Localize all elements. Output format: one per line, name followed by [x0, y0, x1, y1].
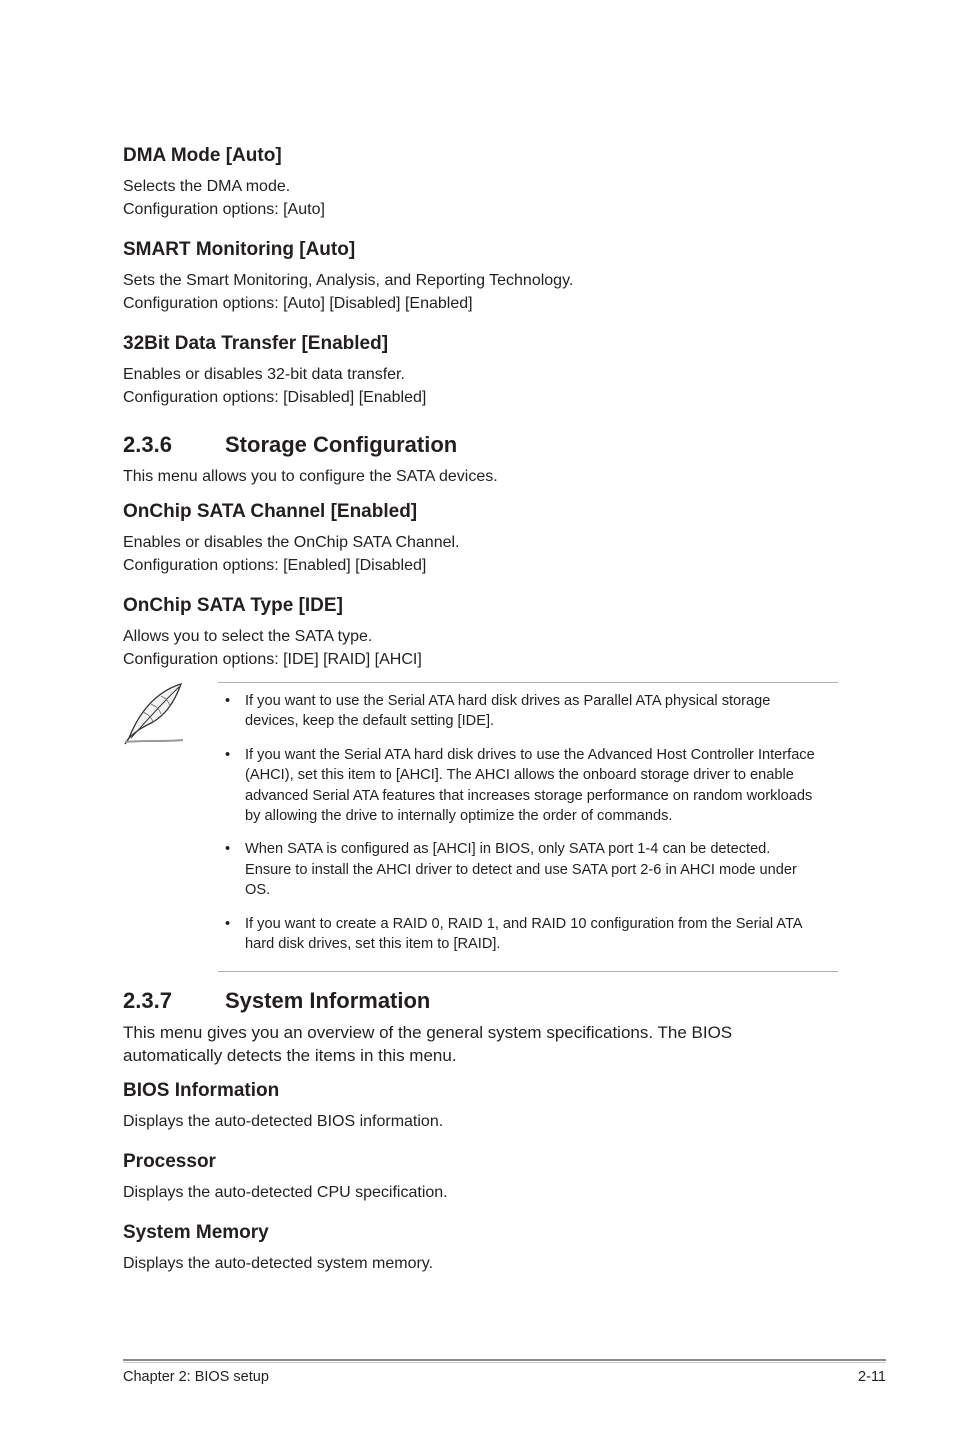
note-bullet-item: • If you want to create a RAID 0, RAID 1, and RAID 10 configuration from the Serial ATA hard disk drives, set this item to [RAID].: [225, 915, 803, 953]
item-title: 32Bit Data Transfer [Enabled]: [123, 333, 389, 354]
item-title: DMA Mode [Auto]: [123, 145, 282, 166]
item-desc-line: Displays the auto-detected system memory.: [123, 1255, 434, 1273]
item-desc-line: Configuration options: [IDE] [RAID] [AHCI]: [123, 651, 422, 668]
item-onchip-sata-type: [123, 594, 843, 671]
quill-pen-icon: [123, 682, 185, 746]
item-title: System Memory: [123, 1222, 269, 1244]
note-bullet-item: • When SATA is configured as [AHCI] in BIOS, only SATA port 1-4 can be detected. Ensure to install the AHCI driver to detect and use SATA port 2-6 in AHCI mode under OS.: [225, 841, 797, 899]
item-desc-line: Displays the auto-detected CPU specification.: [123, 1184, 448, 1202]
item-title: OnChip SATA Type [IDE]: [123, 595, 343, 616]
item-desc-line: Sets the Smart Monitoring, Analysis, and Reporting Technology.: [123, 272, 574, 289]
item-desc-line: Configuration options: [Disabled] [Enabled]: [123, 389, 427, 406]
section-intro: This menu allows you to configure the SATA devices.: [123, 468, 498, 485]
item-onchip-sata-channel: [123, 500, 843, 577]
note-bullet-item: • If you want to use the Serial ATA hard disk drives as Parallel ATA physical storage devices, keep the default setting [IDE].: [225, 693, 771, 730]
item-desc-line: Enables or disables the OnChip SATA Channel.: [123, 534, 460, 551]
item-title: BIOS Information: [123, 1080, 280, 1102]
item-title: OnChip SATA Channel [Enabled]: [123, 501, 418, 522]
item-32bit-transfer: [123, 332, 843, 409]
item-title: Processor: [123, 1151, 216, 1173]
footer-divider-thin: [123, 1362, 886, 1363]
section-number: 2.3.7: [123, 988, 172, 1014]
item-dma-mode: [123, 144, 843, 221]
section-title: System Information: [225, 988, 431, 1014]
item-title: SMART Monitoring [Auto]: [123, 239, 356, 260]
item-smart-monitoring: [123, 238, 843, 315]
item-desc-line: Configuration options: [Enabled] [Disabled]: [123, 557, 427, 574]
item-desc-line: Allows you to select the SATA type.: [123, 628, 373, 645]
note-bullet-item: • If you want the Serial ATA hard disk drives to use the Advanced Host Controller Interface (AHCI), set this item to [AHCI]. The AHCI allows the onboard storage driver to enable advanced Serial ATA features that increases storage performance on random workloads by allowing the drive to internally optimize the order of commands.: [225, 746, 815, 825]
item-desc-line: Selects the DMA mode.: [123, 178, 291, 195]
item-processor: [123, 1150, 843, 1204]
item-desc-line: Configuration options: [Auto] [Disabled] [Enabled]: [123, 295, 473, 312]
item-system-memory: [123, 1221, 843, 1275]
item-desc-line: Enables or disables 32-bit data transfer.: [123, 366, 405, 383]
footer-chapter: Chapter 2: BIOS setup: [123, 1369, 269, 1385]
page-content: [123, 144, 843, 1292]
section-heading-storage: [123, 431, 843, 459]
section-title: Storage Configuration: [225, 432, 458, 457]
section-heading-system-info: [123, 987, 843, 1015]
footer-page-number: 2-11: [858, 1369, 886, 1385]
note-content: [218, 682, 838, 972]
item-desc-line: Displays the auto-detected BIOS information.: [123, 1113, 444, 1131]
item-bios-information: [123, 1079, 843, 1133]
section-intro: This menu gives you an overview of the general system specifications. The BIOS automatically detects the items in this menu.: [123, 1023, 733, 1066]
section-number: 2.3.6: [123, 432, 172, 457]
note-box: [123, 682, 843, 972]
footer-divider: [123, 1359, 886, 1361]
item-desc-line: Configuration options: [Auto]: [123, 201, 325, 218]
